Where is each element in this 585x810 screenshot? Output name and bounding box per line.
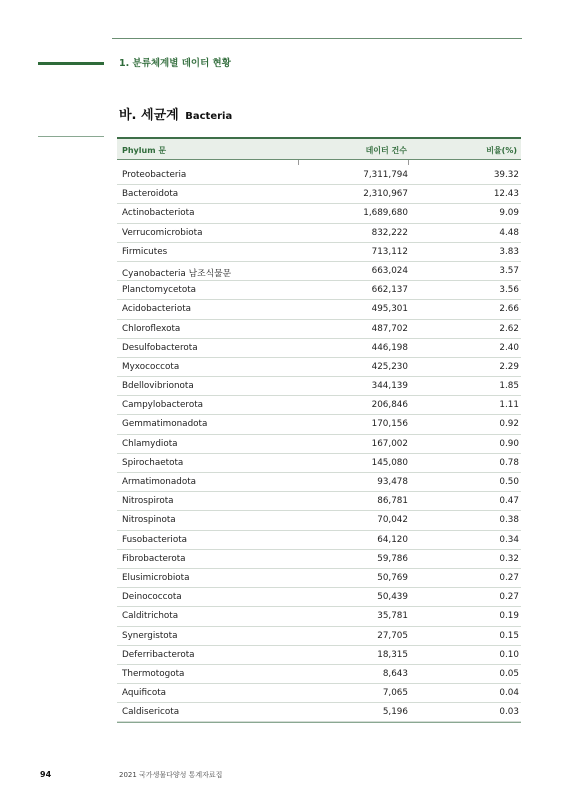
cell-ratio: 0.47 xyxy=(499,496,519,507)
table-row xyxy=(117,703,521,722)
cell-ratio: 1.11 xyxy=(499,400,519,411)
table-row xyxy=(117,492,521,511)
cell-count: 206,846 xyxy=(371,400,408,411)
cell-count: 2,310,967 xyxy=(363,189,408,200)
table-row xyxy=(117,358,521,377)
cell-count: 50,439 xyxy=(377,592,408,603)
cell-count: 170,156 xyxy=(371,419,408,430)
cell-ratio: 4.48 xyxy=(499,227,519,238)
table-row xyxy=(117,531,521,550)
table-row xyxy=(117,627,521,646)
cell-ratio: 9.09 xyxy=(499,208,519,219)
table-row xyxy=(117,300,521,319)
table-row xyxy=(117,166,521,185)
cell-phylum: Aquificota xyxy=(122,688,167,699)
cell-phylum: Cyanobacteria 남조식물문 xyxy=(122,268,232,279)
cell-phylum: Deinococcota xyxy=(122,592,182,603)
table-row xyxy=(117,454,521,473)
subsection-title-en: Bacteria xyxy=(185,111,233,122)
table-row xyxy=(117,204,521,223)
cell-ratio: 0.78 xyxy=(499,457,519,468)
cell-phylum: Desulfobacterota xyxy=(122,342,198,353)
cell-count: 663,024 xyxy=(371,265,408,276)
section-marker-bar xyxy=(38,62,104,65)
footer-title: 2021 국가생물다양성 통계자료집 xyxy=(119,771,223,779)
table-row xyxy=(117,243,521,262)
cell-count: 495,301 xyxy=(371,304,408,315)
table-row xyxy=(117,281,521,300)
cell-phylum: Actinobacteriota xyxy=(122,208,195,219)
cell-ratio: 3.56 xyxy=(499,285,519,296)
cell-phylum: Fibrobacterota xyxy=(122,553,186,564)
cell-phylum: Bacteroidota xyxy=(122,189,179,200)
cell-count: 662,137 xyxy=(371,285,408,296)
cell-count: 167,002 xyxy=(371,438,408,449)
cell-count: 18,315 xyxy=(377,649,408,660)
table-row xyxy=(117,224,521,243)
table-row xyxy=(117,588,521,607)
subsection-title xyxy=(119,104,232,123)
cell-phylum: Elusimicrobiota xyxy=(122,572,190,583)
header-phylum: Phylum 문 xyxy=(122,146,167,155)
table-body xyxy=(117,166,521,722)
cell-ratio: 0.04 xyxy=(499,688,519,699)
cell-ratio: 0.10 xyxy=(499,649,519,660)
cell-phylum: Campylobacterota xyxy=(122,400,204,411)
cell-ratio: 39.32 xyxy=(493,170,519,180)
table-row xyxy=(117,511,521,530)
cell-ratio: 0.03 xyxy=(499,707,519,718)
cell-ratio: 2.29 xyxy=(499,361,519,372)
table-row xyxy=(117,684,521,703)
cell-phylum: Chlamydiota xyxy=(122,438,178,449)
table-row xyxy=(117,435,521,454)
cell-ratio: 0.27 xyxy=(499,592,519,603)
cell-ratio: 0.38 xyxy=(499,515,519,526)
table-row xyxy=(117,473,521,492)
cell-count: 832,222 xyxy=(371,227,408,238)
cell-phylum: Firmicutes xyxy=(122,246,168,257)
cell-count: 7,065 xyxy=(382,688,408,699)
column-tick xyxy=(408,160,409,165)
top-rule xyxy=(112,38,522,39)
table-row xyxy=(117,396,521,415)
cell-phylum: Chloroflexota xyxy=(122,323,181,334)
cell-ratio: 12.43 xyxy=(493,189,519,200)
page-number: 94 xyxy=(40,770,52,779)
table-header xyxy=(117,139,521,159)
cell-phylum: Verrucomicrobiota xyxy=(122,227,203,238)
cell-ratio: 0.19 xyxy=(499,611,519,622)
table-row xyxy=(117,607,521,626)
table-row xyxy=(117,262,521,281)
column-tick xyxy=(298,160,299,165)
header-ratio: 비율(%) xyxy=(486,146,517,155)
cell-ratio: 0.92 xyxy=(499,419,519,430)
table-row xyxy=(117,415,521,434)
cell-phylum: Myxococcota xyxy=(122,361,180,372)
cell-phylum: Nitrospinota xyxy=(122,515,176,526)
cell-phylum: Gemmatimonadota xyxy=(122,419,208,430)
table-row xyxy=(117,550,521,569)
table-bottom-rule xyxy=(117,722,521,723)
cell-ratio: 3.57 xyxy=(499,265,519,276)
cell-count: 50,769 xyxy=(377,572,408,583)
table-row xyxy=(117,320,521,339)
cell-count: 64,120 xyxy=(377,534,408,545)
left-rule xyxy=(38,136,104,137)
cell-phylum: Deferribacterota xyxy=(122,649,195,660)
subsection-title-ko: 바. 세균계 xyxy=(119,108,179,123)
cell-ratio: 1.85 xyxy=(499,381,519,392)
cell-phylum: Armatimonadota xyxy=(122,477,197,487)
cell-phylum: Nitrospirota xyxy=(122,496,174,507)
table-row xyxy=(117,377,521,396)
cell-phylum: Bdellovibrionota xyxy=(122,381,194,392)
cell-count: 1,689,680 xyxy=(363,208,408,219)
cell-phylum: Synergistota xyxy=(122,630,178,641)
cell-count: 70,042 xyxy=(377,515,408,526)
cell-ratio: 2.40 xyxy=(499,342,519,353)
cell-count: 425,230 xyxy=(371,361,408,372)
cell-count: 59,786 xyxy=(377,553,408,564)
cell-ratio: 3.83 xyxy=(499,246,519,257)
cell-count: 145,080 xyxy=(371,457,408,468)
cell-count: 446,198 xyxy=(371,342,408,353)
cell-ratio: 0.50 xyxy=(499,477,519,487)
cell-phylum: Acidobacteriota xyxy=(122,304,192,315)
cell-ratio: 0.34 xyxy=(499,534,519,545)
cell-count: 7,311,794 xyxy=(363,170,408,180)
header-count: 데이터 건수 xyxy=(365,146,407,155)
cell-ratio: 0.32 xyxy=(499,553,519,564)
phylum-table xyxy=(117,137,521,723)
cell-count: 344,139 xyxy=(371,381,408,392)
cell-count: 35,781 xyxy=(377,611,408,622)
section-title: 1. 분류체계별 데이터 현황 xyxy=(119,58,231,69)
cell-count: 27,705 xyxy=(377,630,408,641)
cell-count: 93,478 xyxy=(377,477,408,487)
table-row xyxy=(117,569,521,588)
cell-phylum: Proteobacteria xyxy=(122,170,187,180)
cell-count: 5,196 xyxy=(382,707,408,718)
cell-phylum: Calditrichota xyxy=(122,611,179,622)
table-row xyxy=(117,339,521,358)
cell-count: 713,112 xyxy=(371,246,408,257)
cell-phylum: Caldisericota xyxy=(122,707,180,718)
cell-ratio: 0.27 xyxy=(499,572,519,583)
cell-phylum: Spirochaetota xyxy=(122,457,184,468)
table-row xyxy=(117,665,521,684)
table-row xyxy=(117,646,521,665)
cell-count: 487,702 xyxy=(371,323,408,334)
cell-phylum: Fusobacteriota xyxy=(122,534,188,545)
cell-phylum: Thermotogota xyxy=(122,668,185,679)
cell-ratio: 0.05 xyxy=(499,668,519,679)
cell-ratio: 0.15 xyxy=(499,630,519,641)
cell-count: 86,781 xyxy=(377,496,408,507)
cell-ratio: 2.62 xyxy=(499,323,519,334)
cell-count: 8,643 xyxy=(382,668,408,679)
cell-phylum: Planctomycetota xyxy=(122,285,197,296)
cell-ratio: 0.90 xyxy=(499,438,519,449)
table-row xyxy=(117,185,521,204)
cell-ratio: 2.66 xyxy=(499,304,519,315)
